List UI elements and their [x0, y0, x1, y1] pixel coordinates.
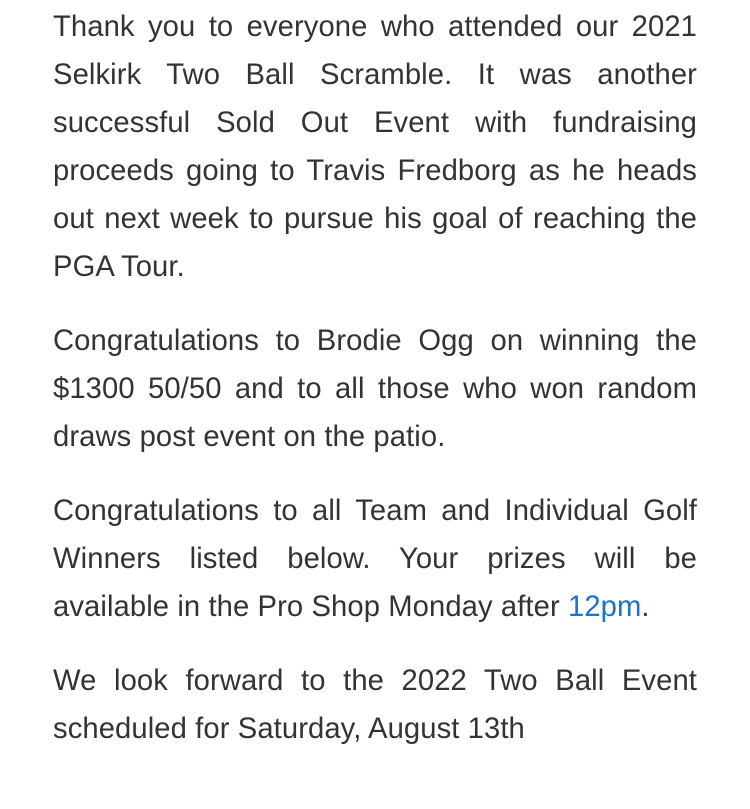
paragraph-golf-winners-end: . — [641, 591, 650, 623]
paragraph-golf-winners-text: Congratulations to all Team and Individual Golf Winners listed below. Your prizes will be available in the Pro Shop Monday after — [53, 495, 697, 623]
paragraph-thank-you: Thank you to everyone who attended our 2021 Selkirk Two Ball Scramble. It was another successful Sold Out Event with fundraising proceeds going to Travis Fredborg as he heads out next week to pursue his goal of reaching the PGA Tour. — [53, 11, 697, 283]
paragraph-5050-winner: Congratulations to Brodie Ogg on winning the $1300 50/50 and to all those who won random draws post event on the patio. — [53, 325, 697, 453]
article-body — [53, 3, 697, 753]
time-link-12pm[interactable]: 12pm — [568, 591, 642, 623]
paragraph-next-event: We look forward to the 2022 Two Ball Event scheduled for Saturday, August 13th — [53, 665, 697, 745]
paragraph-golf-winners — [53, 487, 697, 631]
